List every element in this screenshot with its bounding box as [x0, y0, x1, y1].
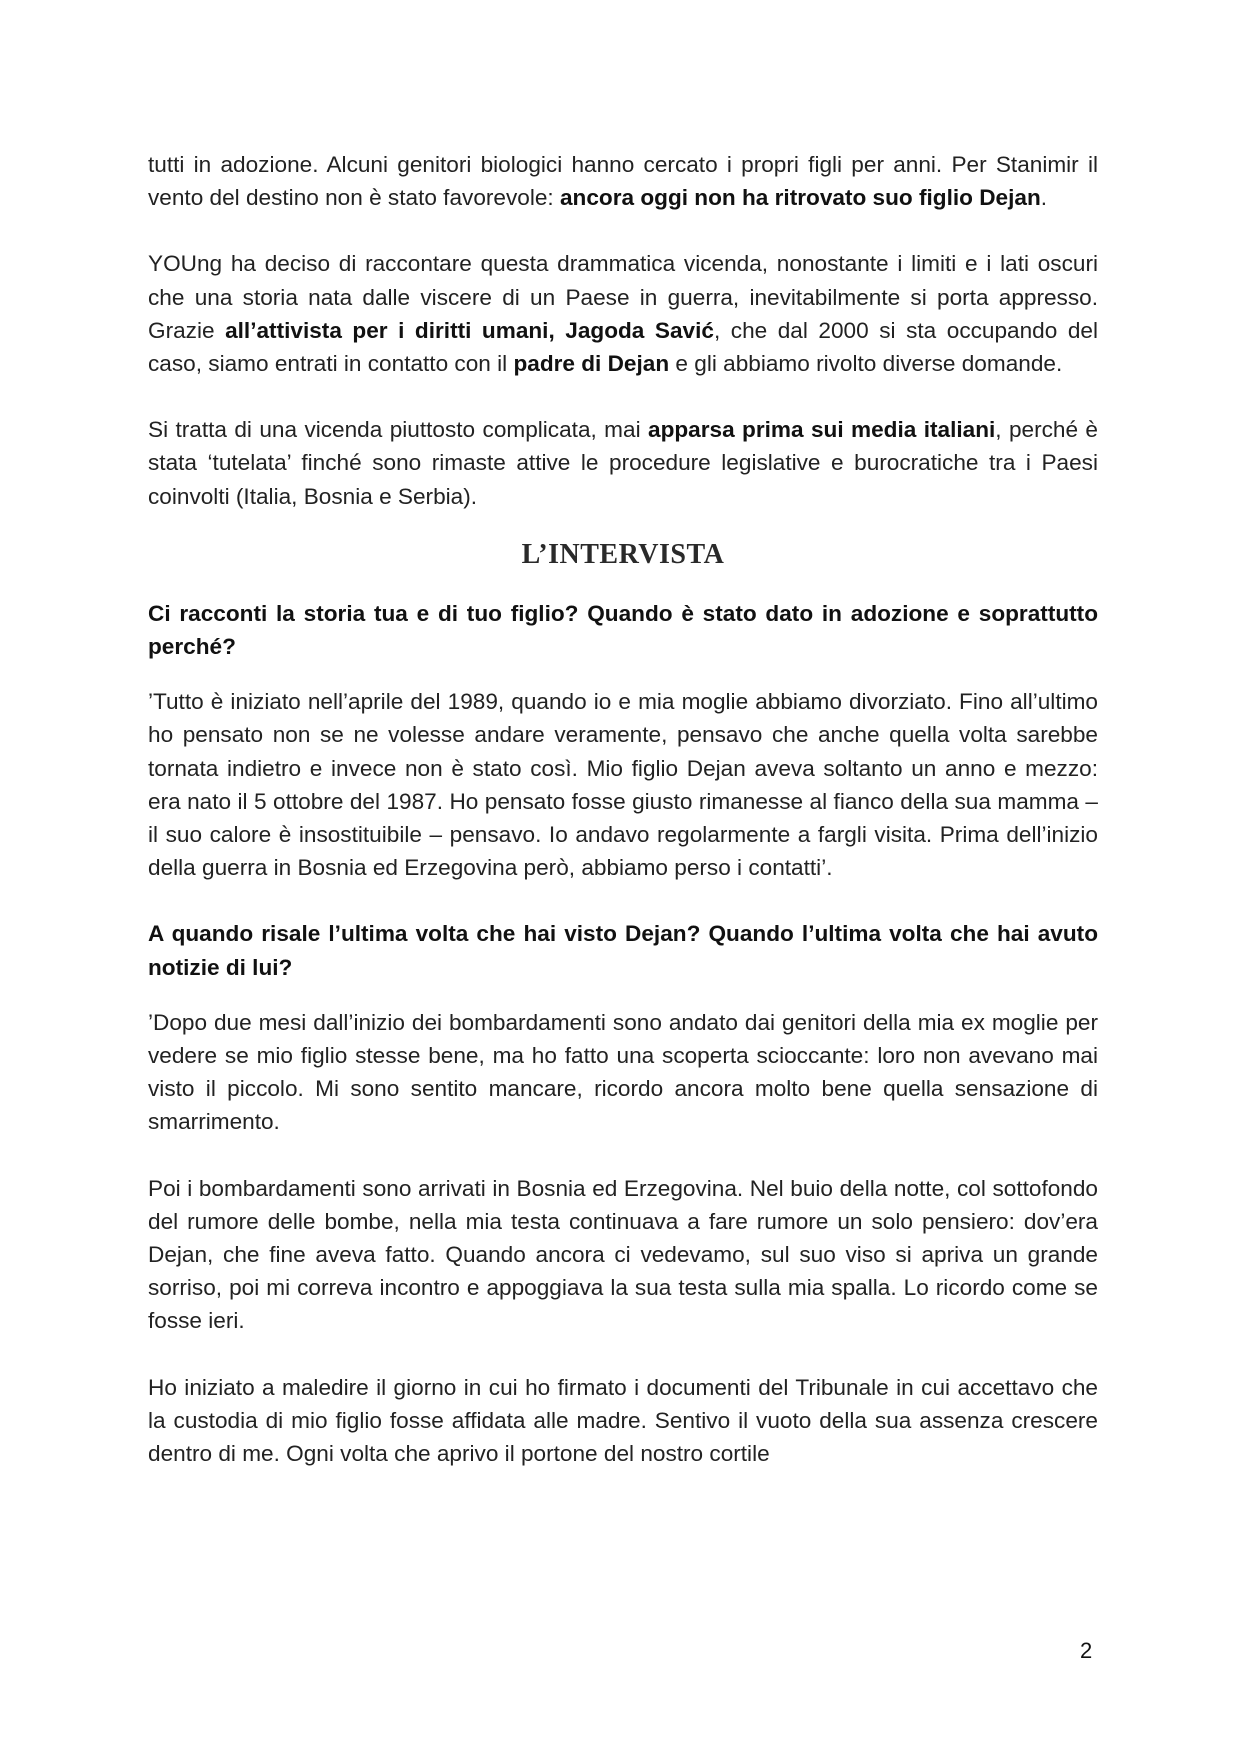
interview-question-2: A quando risale l’ultima volta che hai visto Dejan? Quando l’ultima volta che hai avuto notizie di lui?	[148, 921, 1098, 980]
page-content	[148, 148, 1098, 1503]
intro-paragraph-3	[148, 413, 1098, 513]
bold-run: padre di Dejan	[513, 351, 670, 377]
text-run: YOUng ha deciso di raccontare questa drammatica vicenda, nonostante i limiti e i lati oscuri che una storia nata dalle viscere di un Paese in guerra, inevitabilmente si porta appresso. Grazie	[148, 251, 1098, 343]
intro-paragraph-1	[148, 148, 1098, 214]
intro-paragraph-2	[148, 247, 1098, 380]
text-run: , perché è stata ‘tutelata’ finché sono rimaste attive le procedure legislative e burocratiche tra i Paesi coinvolti (Italia, Bosnia e Serbia).	[148, 417, 1098, 509]
bold-run: apparsa prima sui media italiani	[648, 417, 996, 443]
text-run: Si tratta di una vicenda piuttosto complicata, mai	[148, 417, 648, 443]
interview-question-1: Ci racconti la storia tua e di tuo figlio? Quando è stato dato in adozione e soprattutto perché?	[148, 600, 1098, 660]
text-run: , che dal 2000 si sta occupando del caso, siamo entrati in contatto con il	[148, 317, 1098, 377]
section-heading: L’INTERVISTA	[521, 538, 725, 570]
interview-answer-2-paragraph-3: Ho iniziato a maledire il giorno in cui ho firmato i documenti del Tribunale in cui accettavo che la custodia di mio figlio fosse affidata alle madre. Sentivo il vuoto della sua assenza crescere dentro di me. Ogni volta che aprivo il portone del nostro cortile	[148, 1374, 1098, 1467]
text-run: tutti in adozione. Alcuni genitori biologici hanno cercato i propri figli per anni. Per Stanimir il vento del destino non è stato favorevole:	[148, 152, 1098, 211]
interview-answer-2-paragraph-2: Poi i bombardamenti sono arrivati in Bosnia ed Erzegovina. Nel buio della notte, col sottofondo del rumore delle bombe, nella mia testa continuava a fare rumore un solo pensiero: dov’era Dejan, che fine aveva fatto. Quando ancora ci vedevamo, sul suo viso si apriva un grande sorriso, poi mi correva incontro e appoggiava la sua testa sulla mia spalla. Lo ricordo come se fosse ieri.	[148, 1175, 1098, 1334]
interview-answer-1: ’Tutto è iniziato nell’aprile del 1989, quando io e mia moglie abbiamo divorziato. Fino all’ultimo ho pensato non se ne volesse andare veramente, pensavo che anche quella volta sarebbe tornata indietro e invece non è stato così. Mio figlio Dejan aveva soltanto un anno e mezzo: era nato il 5 ottobre del 1987. Ho pensato fosse giusto rimanesse al fianco della sua mamma – il suo calore è insostituibile – pensavo. Io andavo regolarmente a fargli visita. Prima dell’inizio della guerra in Bosnia ed Erzegovina però, abbiamo perso i contatti’.	[148, 689, 1098, 881]
page-number: 2	[1080, 1638, 1093, 1663]
bold-run: all’attivista per i diritti umani, Jagoda Savić	[225, 317, 714, 343]
text-run: e gli abbiamo rivolto diverse domande.	[669, 351, 1063, 377]
interview-answer-2-paragraph-1: ’Dopo due mesi dall’inizio dei bombardamenti sono andato dai genitori della mia ex moglie per vedere se mio figlio stesse bene, ma ho fatto una scoperta scioccante: loro non avevano mai visto il piccolo. Mi sono sentito mancare, ricordo ancora molto bene quella sensazione di smarrimento.	[148, 1009, 1098, 1135]
bold-run: ancora oggi non ha ritrovato suo figlio Dejan	[559, 185, 1041, 211]
text-run: .	[1040, 185, 1048, 211]
